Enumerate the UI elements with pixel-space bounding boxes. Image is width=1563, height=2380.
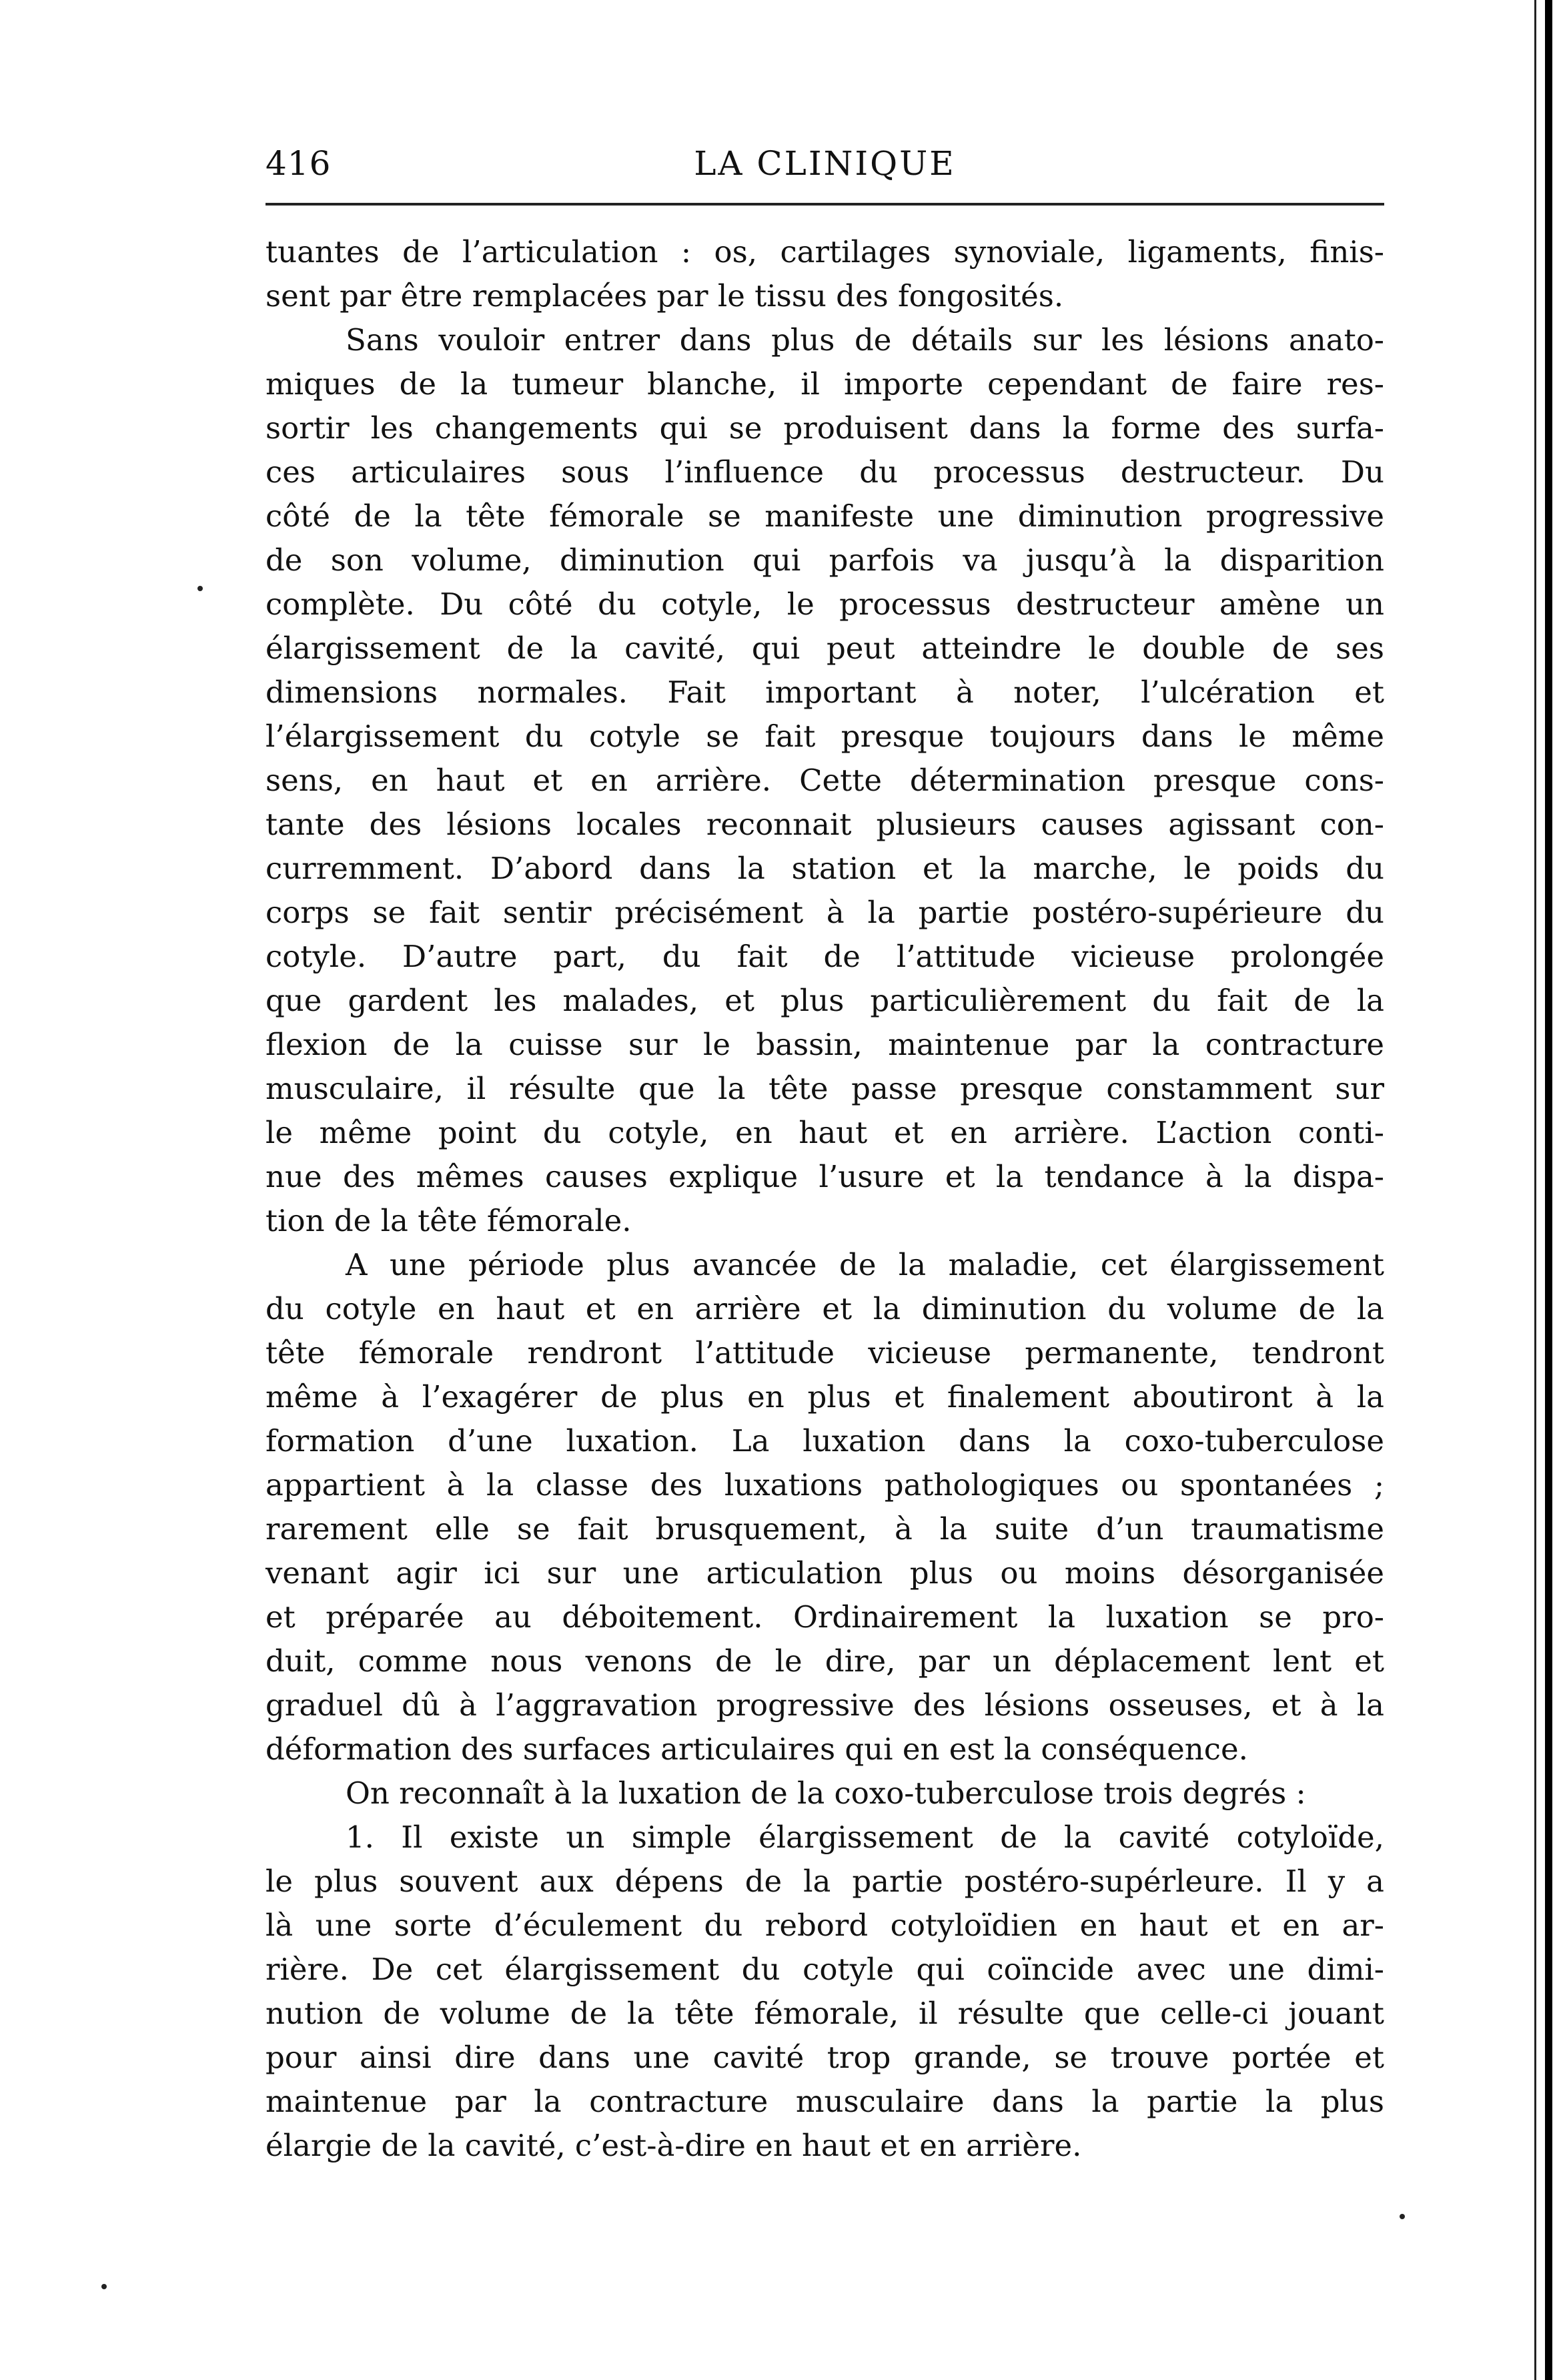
text-line: formation d’une luxation. La luxation dans la coxo-tuberculose — [266, 1423, 1384, 1459]
text-line: ces articulaires sous l’influence du processus destructeur. Du — [266, 454, 1384, 490]
page-number: 416 — [266, 144, 332, 183]
text-line: A une période plus avancée de la maladie, cet élargissement — [346, 1247, 1384, 1282]
text-line: miques de la tumeur blanche, il importe cependant de faire res- — [266, 366, 1384, 402]
text-line: tête fémorale rendront l’attitude vicieuse permanente, tendront — [266, 1335, 1384, 1370]
text-line: du cotyle en haut et en arrière et la diminution du volume de la — [266, 1291, 1384, 1326]
text-line: pour ainsi dire dans une cavité trop grande, se trouve portée et — [266, 2040, 1384, 2075]
text-line: venant agir ici sur une articulation plus ou moins désorganisée — [266, 1555, 1384, 1591]
text-line: tante des lésions locales reconnait plusieurs causes agissant con- — [266, 807, 1384, 842]
text-line: sent par être remplacées par le tissu des fongosités. — [266, 278, 1064, 314]
text-line: 1. Il existe un simple élargissement de la cavité cotyloïde, — [346, 1820, 1384, 1855]
binding-edge-rule — [1545, 0, 1552, 2380]
binding-edge-thin-rule — [1534, 0, 1536, 2380]
text-line: que gardent les malades, et plus particulièrement du fait de la — [266, 983, 1384, 1018]
text-line: de son volume, diminution qui parfois va jusqu’à la disparition — [266, 542, 1384, 578]
text-line: On reconnaît à la luxation de la coxo-tuberculose trois degrés : — [346, 1775, 1306, 1811]
text-line: sortir les changements qui se produisent dans la forme des surfa- — [266, 410, 1384, 446]
scan-speck — [101, 2284, 107, 2289]
header-rule — [266, 203, 1384, 206]
text-line: déformation des surfaces articulaires qui en est la conséquence. — [266, 1731, 1248, 1767]
text-line: tion de la tête fémorale. — [266, 1203, 632, 1238]
text-line: rarement elle se fait brusquement, à la suite d’un traumatisme — [266, 1511, 1384, 1547]
text-line: duit, comme nous venons de le dire, par un déplacement lent et — [266, 1643, 1384, 1679]
text-line: là une sorte d’éculement du rebord cotyloïdien en haut et en ar- — [266, 1908, 1384, 1943]
text-line: élargie de la cavité, c’est-à-dire en haut et en arrière. — [266, 2128, 1082, 2163]
text-line: le plus souvent aux dépens de la partie postéro-supérleure. Il y a — [266, 1864, 1384, 1899]
text-line: élargissement de la cavité, qui peut atteindre le double de ses — [266, 631, 1384, 666]
text-line: nution de volume de la tête fémorale, il résulte que celle-ci jouant — [266, 1996, 1384, 2031]
text-line: sens, en haut et en arrière. Cette détermination presque cons- — [266, 763, 1384, 798]
text-line: même à l’exagérer de plus en plus et finalement aboutiront à la — [266, 1379, 1384, 1415]
text-line: l’élargissement du cotyle se fait presque toujours dans le même — [266, 719, 1384, 754]
text-line: dimensions normales. Fait important à noter, l’ulcération et — [266, 675, 1384, 710]
text-line: musculaire, il résulte que la tête passe presque constamment sur — [266, 1071, 1384, 1106]
text-line: maintenue par la contracture musculaire dans la partie la plus — [266, 2084, 1384, 2119]
text-line: graduel dû à l’aggravation progressive des lésions osseuses, et à la — [266, 1687, 1384, 1723]
text-line: appartient à la classe des luxations pathologiques ou spontanées ; — [266, 1467, 1384, 1503]
text-line: corps se fait sentir précisément à la partie postéro-supérieure du — [266, 895, 1384, 930]
text-line: complète. Du côté du cotyle, le processus destructeur amène un — [266, 586, 1384, 622]
text-line: Sans vouloir entrer dans plus de détails sur les lésions anato- — [346, 322, 1384, 358]
text-line: le même point du cotyle, en haut et en arrière. L’action conti- — [266, 1115, 1384, 1150]
body-text — [266, 230, 1384, 2168]
text-line: curremment. D’abord dans la station et la marche, le poids du — [266, 851, 1384, 886]
text-line: côté de la tête fémorale se manifeste une diminution progressive — [266, 498, 1384, 534]
text-line: nue des mêmes causes explique l’usure et la tendance à la dispa- — [266, 1159, 1384, 1194]
page-header — [266, 137, 1384, 190]
text-line: tuantes de l’articulation : os, cartilages synoviale, ligaments, finis- — [266, 234, 1384, 270]
scan-speck — [1400, 2214, 1405, 2219]
text-line: cotyle. D’autre part, du fait de l’attitude vicieuse prolongée — [266, 939, 1384, 974]
scan-speck — [197, 586, 203, 591]
text-line: rière. De cet élargissement du cotyle qui coïncide avec une dimi- — [266, 1952, 1384, 1987]
running-title: LA CLINIQUE — [694, 144, 956, 183]
text-line: et préparée au déboitement. Ordinairement la luxation se pro- — [266, 1599, 1384, 1635]
text-line: flexion de la cuisse sur le bassin, maintenue par la contracture — [266, 1027, 1384, 1062]
